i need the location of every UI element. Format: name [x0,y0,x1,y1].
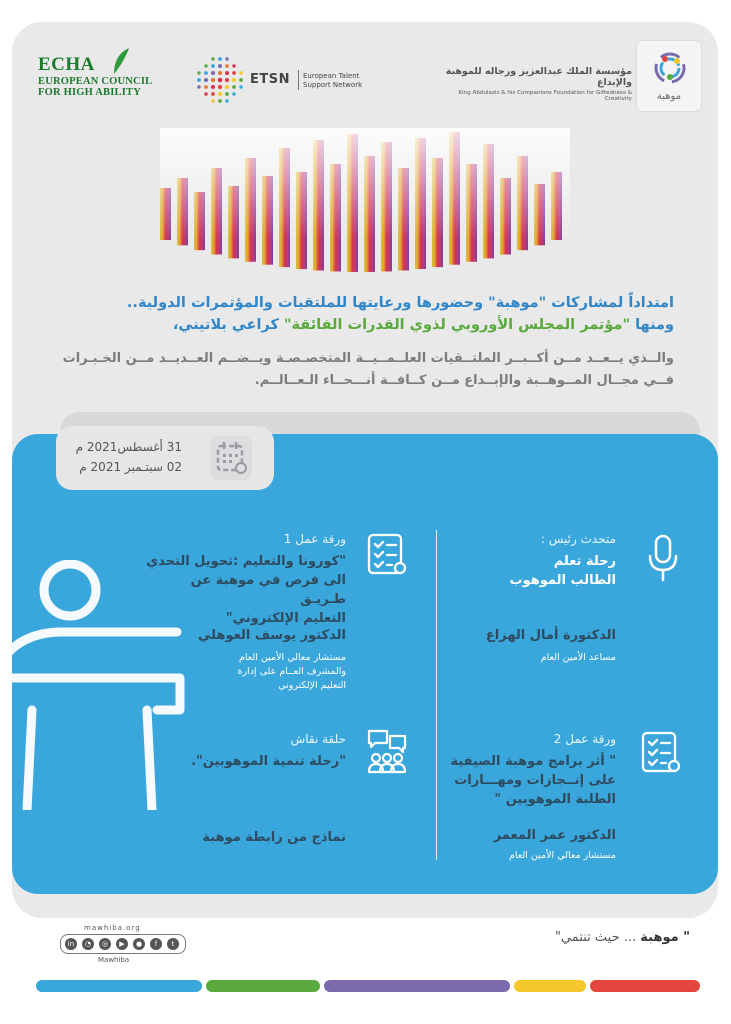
etsn-dot [204,71,208,75]
checklist-icon [366,532,408,576]
etsn-dot [211,99,214,102]
equalizer-graphic [160,128,570,288]
etsn-dot [197,85,200,88]
keynote-title-line1: رحلة تعلم [553,554,616,569]
paper1-block [146,532,346,628]
headline-line2-prefix: ومنها [630,317,674,333]
keynote-title-line2: الطالب الموهوب [509,573,616,588]
panel-title: "رحلة تنمية الموهوبين". [191,754,346,769]
paper1-title-line2: الى فرص في موهبة عن طـريـق [190,573,346,607]
social-links [60,934,186,954]
headline [60,292,674,336]
paper1-title-line3: التعليم الإلكتروني" [225,611,346,626]
youtube-icon[interactable]: ▶ [116,938,128,950]
conference-name: "مؤتمر المجلس الأوروبي لذوي القدرات الفائقة" [283,317,631,333]
calendar-tile [210,436,252,480]
etsn-dot [204,64,207,67]
etsn-dot [232,64,235,67]
etsn-dot [225,64,229,68]
paper1-speaker-name: الدكتور يوسف العوهلي [198,628,346,643]
etsn-divider [298,70,299,90]
etsn-dot [225,57,228,60]
instagram-icon[interactable]: ◎ [99,938,111,950]
paper1-role-line3: التعليم الإلكتروني [278,680,346,691]
intro-paragraph: والــذي يــعــد مــن أكــبــر الملتــقيات العلــمــيــة المتخصـصـة ويــضــم العــديــد مــن الخـبـرات فــي مجــال المــوهــبة والإبــداع مــن كــافــة أنـــحــاء الـعــالــم. [62,351,674,388]
panel-models [170,830,346,845]
keynote-block [470,532,616,590]
leaf-icon [112,48,130,74]
equalizer-fade [160,128,570,288]
mawhiba-mark-icon [651,49,689,87]
etsn-dot [218,85,222,89]
etsn-dot [211,64,215,68]
etsn-logo [190,50,380,110]
etsn-dot [232,78,236,82]
foundation-name-ar: مؤسسة الملك عبدالعزيز ورجاله للموهبة والإبداع [445,66,632,88]
start-date: 31 أغسطس2021 م [75,440,182,454]
etsn-dot [225,92,229,96]
paper2-label: ورقة عمل 2 [553,732,616,746]
mawhiba-logo [636,40,702,112]
headline-line1: امتداداً لمشاركات "موهبة" وحضورها ورعايتها للملتقيات والمؤتمرات الدولية.. [126,295,674,311]
keynote-speaker-name: الدكتورة أمال الهزاع [485,628,616,643]
snapchat-icon[interactable]: ◔ [82,938,94,950]
etsn-dot [218,92,222,96]
etsn-dot [225,99,228,102]
etsn-subtitle [303,72,362,90]
etsn-subtitle-line1: European Talent [303,72,360,80]
color-bars [36,980,700,994]
color-bar-red [590,980,700,992]
etsn-dot [239,85,242,88]
keynote-speaker-role: مساعد الأمين العام [540,652,616,663]
foundation-name-en: King Abdulaziz & his Companions Foundation for Giftedness & Creativity [458,90,632,102]
paper2-speaker [440,828,616,863]
etsn-dot [225,78,229,82]
website-text: mawhiba.org [84,924,141,932]
echa-line2: FOR HIGH ABILITY [38,87,141,98]
headline-line2-suffix: كراعي بلاتيني، [172,317,284,333]
paper1-label: ورقة عمل 1 [283,532,346,546]
paper2-title-line2: على إنــجازات ومهـــارات [454,773,616,788]
slogan-text: ... حيث تنتمي" [554,930,641,945]
microphone-icon [646,534,680,582]
etsn-dot [218,57,222,61]
slogan [510,930,690,945]
paper2-title-line3: الطلبة الموهوبين " [494,792,616,807]
color-bar-purple [324,980,510,992]
etsn-dot [211,92,215,96]
etsn-dot [197,78,201,82]
color-bar-blue [36,980,202,992]
etsn-dot [211,71,215,75]
etsn-subtitle-line2: Support Network [303,81,363,89]
etsn-dot [211,78,215,82]
end-date: 02 سبتـمبر 2021 م [79,460,182,474]
twitter-icon[interactable]: t [167,938,179,950]
etsn-dot [204,78,208,82]
etsn-dot [204,85,208,89]
echa-acronym: ECHA [38,54,95,75]
etsn-dot [218,78,223,83]
etsn-dot [225,71,229,75]
etsn-dot [211,57,214,60]
etsn-dot [197,71,200,74]
etsn-dot [218,64,222,68]
etsn-name: ETSN [250,72,290,87]
date-box [56,426,274,490]
etsn-dot [239,71,242,74]
etsn-dot [225,85,229,89]
paper1-title-line1: "كورونا والتعليم :تحويل التحدي [146,554,346,569]
mawhiba-mark-label: موهبة [656,91,682,102]
paper1-speaker [146,628,346,693]
facebook-icon[interactable]: f [150,938,162,950]
color-bar-green [206,980,320,992]
social-handle: Mawhiba [98,956,130,964]
echa-line1: EUROPEAN COUNCIL [38,76,153,87]
paper2-block [440,732,616,809]
etsn-dot [211,85,215,89]
echa-logo [38,54,178,98]
foundation-logo [436,66,632,102]
paper1-role-line2: والمشرف العــام على إدارة [237,666,346,677]
discussion-group-icon [366,728,408,774]
paper2-speaker-role: مستشار معالي الأمين العام [509,850,616,861]
panel-block [170,732,346,771]
color-bar-yellow [514,980,586,992]
slogan-brand: " موهبة [640,930,690,945]
etsn-dot [232,71,236,75]
etsn-dot [204,92,207,95]
etsn-dot [232,92,235,95]
headline-line2 [60,314,674,336]
etsn-dot [232,85,236,89]
etsn-dot [218,99,222,103]
linkedin-icon[interactable]: in [65,938,77,950]
paper2-speaker-name: الدكتور عمر المعمر [493,828,616,843]
etsn-dot [218,71,222,75]
calendar-icon [210,436,252,480]
checklist-icon [640,730,682,774]
etsn-dot [239,78,243,82]
panel-models-text: نماذج من رابطة موهبة [202,830,346,845]
keynote-label: متحدث رئيس : [540,532,616,546]
column-divider [436,530,437,860]
paper1-role-line1: مستشار معالي الأمين العام [239,652,346,663]
flickr-icon[interactable]: ● [133,938,145,950]
panel-label: حلقة نقاش [290,732,346,746]
paper2-title-line1: " أثر برامج موهبة الصيفية [450,754,616,769]
etsn-dots-icon [192,52,248,108]
keynote-speaker [470,628,616,665]
